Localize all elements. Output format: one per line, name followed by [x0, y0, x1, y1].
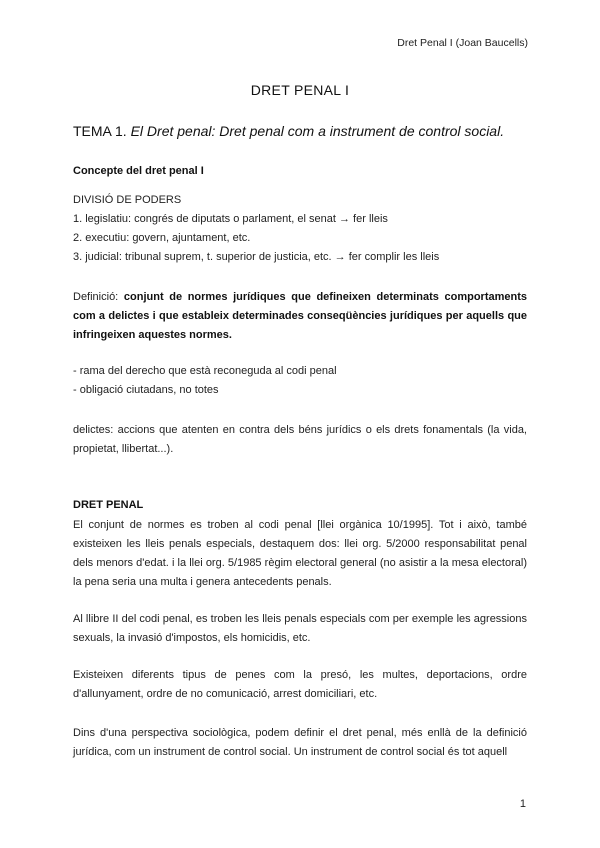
list-item: 2. executiu: govern, ajuntament, etc. [73, 232, 251, 244]
concept-heading: Concepte del dret penal I [73, 165, 204, 177]
document-title: DRET PENAL I [250, 82, 350, 98]
list-item: 3. judicial: tribunal suprem, t. superior de justicia, etc. → fer complir les lleis [73, 251, 440, 263]
dret-penal-paragraph-1: El conjunt de normes es troben al codi penal [llei orgànica 10/1995]. Tot i això, també existeixen les lleis penals especials, destaquem dos: llei org. 5/2000 responsabilitat penal dels menors d'edat. i la llei org. 5/1985 règim electoral general (no asistir a la mesa electoral) la pena seria una multa i genera antecedents penals. [73, 519, 527, 588]
definicio-text: conjunt de normes jurídiques que defineixen determinats comportaments com a delictes i que estableix determinades conseqüències jurídiques per aquells que infringeixen aquestes normes. [73, 291, 527, 341]
dret-penal-paragraph-2: Al llibre II del codi penal, es troben les lleis penals especials com per exemple les agressions sexuals, la invasió d'impostos, els homicidis, etc. [73, 613, 527, 644]
definicio-label: Definició: [73, 291, 119, 303]
list-item: - obligació ciutadans, no totes [73, 384, 219, 396]
dret-penal-paragraph-4: Dins d'una perspectiva sociològica, podem definir el dret penal, més enllà de la definició jurídica, com un instrument de control social. Un instrument de control social és tot aquell [73, 727, 527, 758]
dret-penal-paragraph-3: Existeixen diferents tipus de penes com la presó, les multes, deportacions, ordre d'allunyament, ordre de no comunicació, arrest domiciliari, etc. [73, 669, 527, 700]
divisio-heading: DIVISIÓ DE PODERS [73, 194, 182, 206]
divisio-section [73, 191, 527, 267]
running-header: Dret Penal I (Joan Baucells) [397, 37, 528, 49]
list-item: 1. legislatiu: congrés de diputats o parlament, el senat → fer lleis [73, 213, 388, 225]
tema-number: TEMA 1. [73, 123, 127, 139]
list-item: - rama del derecho que està reconeguda al codi penal [73, 365, 337, 377]
bullet-list [73, 362, 527, 400]
tema-heading [73, 123, 533, 139]
delictes-paragraph: delictes: accions que atenten en contra dels béns jurídics o els drets fonamentals (la vida, propietat, llibertat...). [73, 424, 527, 455]
dret-penal-heading: DRET PENAL [73, 499, 144, 511]
definicio-paragraph [73, 288, 527, 345]
tema-subtitle: El Dret penal: Dret penal com a instrument de control social. [130, 123, 505, 139]
page-number: 1 [519, 798, 526, 810]
